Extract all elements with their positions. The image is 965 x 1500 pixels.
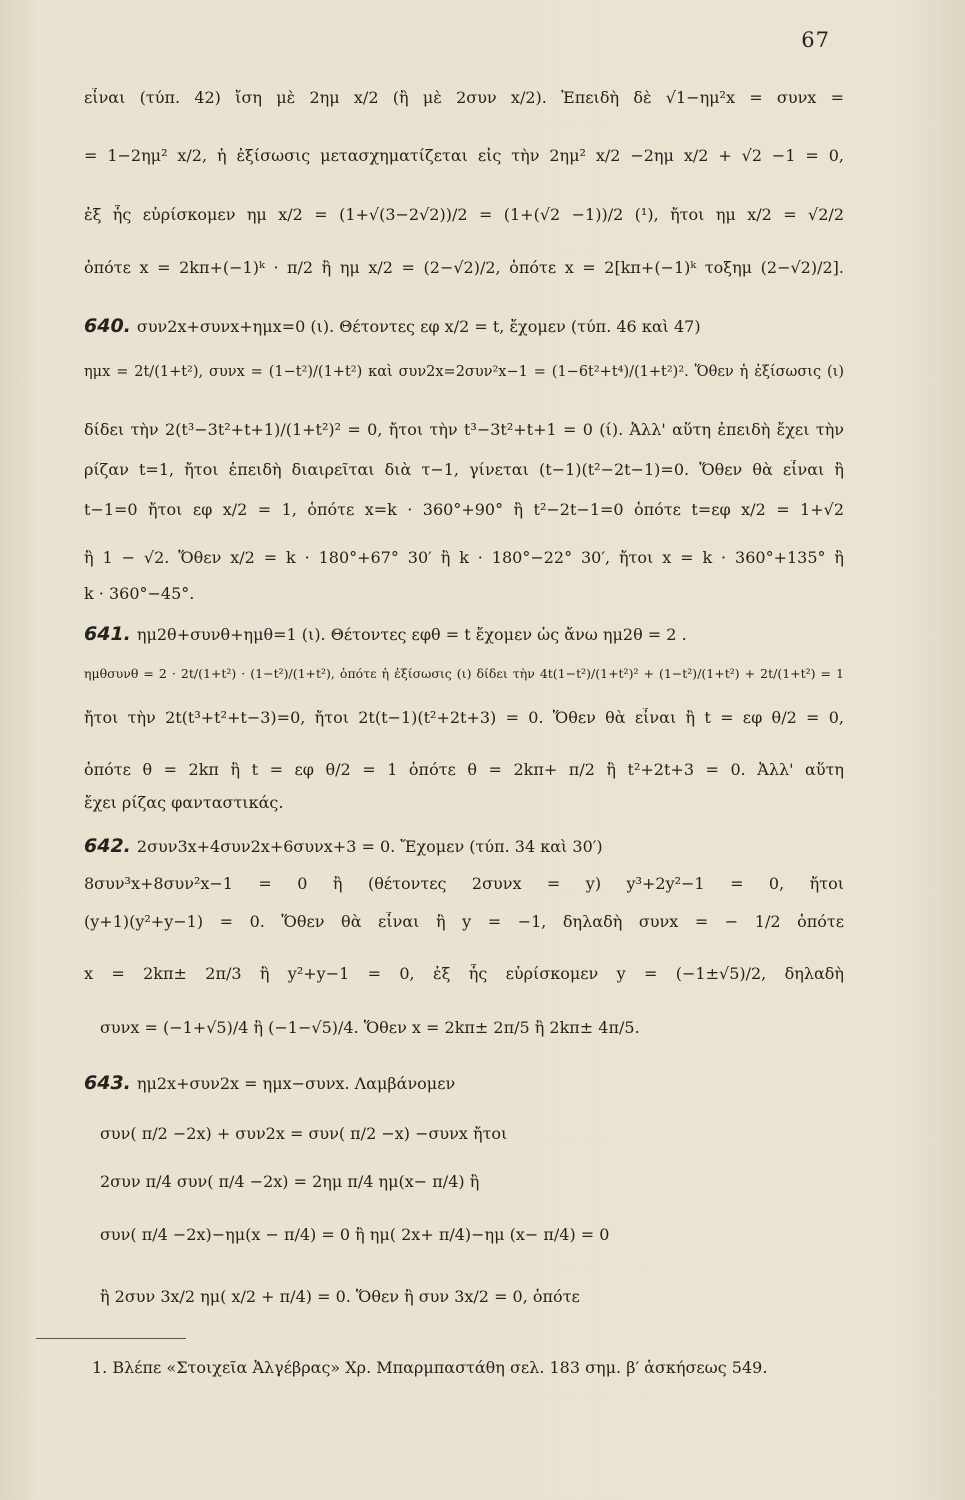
- line-text: εἶναι (τύπ. 42) ἴση μὲ 2ημ x/2 (ἢ μὲ 2συν x/2). Ἐπειδὴ δὲ √1−ημ²x = συνx =: [84, 88, 844, 107]
- text-line: [84, 874, 844, 894]
- problem-line: [84, 1073, 844, 1094]
- text-line: [84, 146, 844, 166]
- problem-number: 643.: [84, 1073, 131, 1094]
- text-line: [100, 1124, 840, 1144]
- footnote-rule: [36, 1338, 186, 1339]
- line-text: συν( π/2 −2x) + συν2x = συν( π/2 −x) −συνx ἤτοι: [100, 1124, 508, 1143]
- text-line: [100, 1287, 840, 1307]
- text-line: [84, 548, 844, 568]
- line-text: ρίζαν t=1, ἤτοι ἐπειδὴ διαιρεῖται διὰ τ−1, γίνεται (t−1)(t²−2t−1)=0. Ὅθεν θὰ εἶναι ἢ: [84, 460, 844, 479]
- text-line: [100, 1172, 840, 1192]
- line-text: 2συν3x+4συν2x+6συνx+3 = 0. Ἔχομεν (τύπ. 34 καὶ 30′): [136, 837, 603, 856]
- text-line: [100, 1018, 840, 1038]
- line-text: ἢ 2συν 3x/2 ημ( x/2 + π/4) = 0. Ὅθεν ἢ συν 3x/2 = 0, ὁπότε: [100, 1287, 580, 1306]
- line-text: ἤτοι τὴν 2t(t³+t²+t−3)=0, ἤτοι 2t(t−1)(t²+2t+3) = 0. Ὅθεν θὰ εἶναι ἢ t = εφ θ/2 = 0,: [84, 708, 844, 727]
- page-number: 67: [801, 28, 830, 52]
- text-line: [84, 205, 844, 225]
- line-text: ημ2x+συν2x = ημx−συνx. Λαμβάνομεν: [136, 1074, 456, 1093]
- text-line: [84, 664, 844, 684]
- text-line: [84, 964, 844, 984]
- text-line: [84, 912, 844, 932]
- line-text: ἢ 1 − √2. Ὅθεν x/2 = k · 180°+67° 30′ ἢ k · 180°−22° 30′, ἤτοι x = k · 360°+135° ἢ: [84, 548, 844, 567]
- text-line: [84, 460, 844, 480]
- text-line: [84, 420, 844, 440]
- line-text: δίδει τὴν 2(t³−3t²+t+1)/(1+t²)² = 0, ἤτοι τὴν t³−3t²+t+1 = 0 (ί). Ἀλλ' αὕτη ἐπειδὴ ἔχει τὴν: [84, 420, 844, 439]
- text-line: [84, 708, 844, 728]
- line-text: x = 2kπ± 2π/3 ἢ y²+y−1 = 0, ἐξ ἧς εὑρίσκομεν y = (−1±√5)/2, δηλαδὴ: [84, 964, 844, 983]
- line-text: ημx = 2t/(1+t²), συνx = (1−t²)/(1+t²) καὶ συν2x=2συν²x−1 = (1−6t²+t⁴)/(1+t²)². Ὅθεν ἡ ἐξίσωσις (ι): [84, 364, 844, 380]
- text-line: [84, 362, 844, 382]
- line-text: 8συν³x+8συν²x−1 = 0 ἢ (θέτοντες 2συνx = y) y³+2y²−1 = 0, ἤτοι: [84, 874, 844, 893]
- problem-line: [84, 836, 844, 857]
- problem-line: [84, 316, 844, 337]
- text-line: [84, 500, 844, 520]
- line-text: = 1−2ημ² x/2, ἡ ἐξίσωσις μετασχηματίζεται εἰς τὴν 2ημ² x/2 −2ημ x/2 + √2 −1 = 0,: [84, 146, 844, 165]
- problem-number: 640.: [84, 316, 131, 337]
- line-text: ἐξ ἧς εὑρίσκομεν ημ x/2 = (1+√(3−2√2))/2 = (1+(√2 −1))/2 (¹), ἤτοι ημ x/2 = √2/2: [84, 205, 844, 224]
- line-text: 2συν π/4 συν( π/4 −2x) = 2ημ π/4 ημ(x− π/4) ἢ: [100, 1172, 480, 1191]
- line-text: ὁπότε x = 2kπ+(−1)ᵏ · π/2 ἢ ημ x/2 = (2−√2)/2, ὁπότε x = 2[kπ+(−1)ᵏ τοξημ (2−√2)/2].: [84, 258, 844, 277]
- line-text: ημθσυνθ = 2 · 2t/(1+t²) · (1−t²)/(1+t²), ὁπότε ἡ ἐξίσωσις (ι) δίδει τὴν 4t(1−t²)/(1+t²)² + (1−t²)/(1+t²) + 2t/(1+t²) = 1: [84, 666, 844, 681]
- problem-number: 641.: [84, 624, 131, 645]
- text-line: [84, 258, 844, 278]
- text-line: [84, 584, 844, 604]
- problem-line: [84, 624, 844, 645]
- text-line: [84, 793, 844, 813]
- line-text: ὁπότε θ = 2kπ ἢ t = εφ θ/2 = 1 ὁπότε θ = 2kπ+ π/2 ἢ t²+2t+3 = 0. Ἀλλ' αὕτη: [84, 760, 844, 779]
- line-text: συν( π/4 −2x)−ημ(x − π/4) = 0 ἢ ημ( 2x+ π/4)−ημ (x− π/4) = 0: [100, 1225, 610, 1244]
- line-text: ημ2θ+συνθ+ημθ=1 (ι). Θέτοντες εφθ = t ἔχομεν ὡς ἄνω ημ2θ = 2 .: [136, 625, 687, 644]
- problem-number: 642.: [84, 836, 131, 857]
- line-text: ἔχει ρίζας φανταστικάς.: [84, 793, 284, 812]
- line-text: συνx = (−1+√5)/4 ἢ (−1−√5)/4. Ὅθεν x = 2kπ± 2π/5 ἢ 2kπ± 4π/5.: [100, 1018, 640, 1037]
- line-text: t−1=0 ἤτοι εφ x/2 = 1, ὁπότε x=k · 360°+90° ἢ t²−2t−1=0 ὁπότε t=εφ x/2 = 1+√2: [84, 500, 844, 519]
- line-text: (y+1)(y²+y−1) = 0. Ὅθεν θὰ εἶναι ἢ y = −1, δηλαδὴ συνx = − 1/2 ὁπότε: [84, 912, 844, 931]
- line-text: συν2x+συνx+ημx=0 (ι). Θέτοντες εφ x/2 = t, ἔχομεν (τύπ. 46 καὶ 47): [136, 317, 701, 336]
- footnote: 1. Βλέπε «Στοιχεῖα Ἀλγέβρας» Χρ. Μπαρμπαστάθη σελ. 183 σημ. β′ ἀσκήσεως 549.: [92, 1358, 768, 1377]
- line-text: k · 360°−45°.: [84, 584, 195, 603]
- text-line: [84, 88, 844, 108]
- text-line: [84, 760, 844, 780]
- text-line: [100, 1225, 840, 1245]
